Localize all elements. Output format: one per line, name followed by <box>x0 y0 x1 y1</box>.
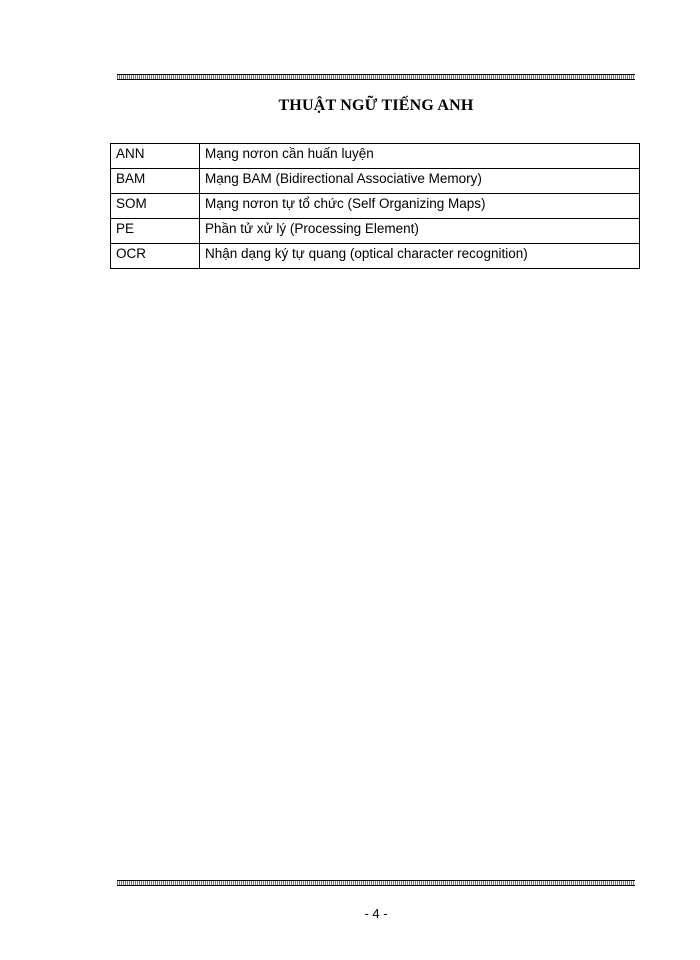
table-row <box>111 144 640 169</box>
term-meaning: Phần tử xử lý (Processing Element) <box>200 219 640 244</box>
header-divider <box>117 74 635 80</box>
footer-divider <box>117 880 635 886</box>
term-meaning: Mạng BAM (Bidirectional Associative Memory) <box>200 169 640 194</box>
term-abbreviation: SOM <box>111 194 200 219</box>
term-meaning: Mạng nơron tự tổ chức (Self Organizing Maps) <box>200 194 640 219</box>
term-meaning: Nhận dạng ký tự quang (optical character recognition) <box>200 244 640 269</box>
table-row <box>111 194 640 219</box>
table-row <box>111 244 640 269</box>
term-meaning: Mạng nơron cần huấn luyện <box>200 144 640 169</box>
page-title: THUẬT NGỮ TIẾNG ANH <box>278 97 474 114</box>
term-abbreviation: ANN <box>111 144 200 169</box>
page-number: - 4 - <box>364 906 388 921</box>
term-abbreviation: OCR <box>111 244 200 269</box>
term-abbreviation: PE <box>111 219 200 244</box>
table-row <box>111 219 640 244</box>
term-abbreviation: BAM <box>111 169 200 194</box>
glossary-table <box>110 143 640 269</box>
table-row <box>111 169 640 194</box>
